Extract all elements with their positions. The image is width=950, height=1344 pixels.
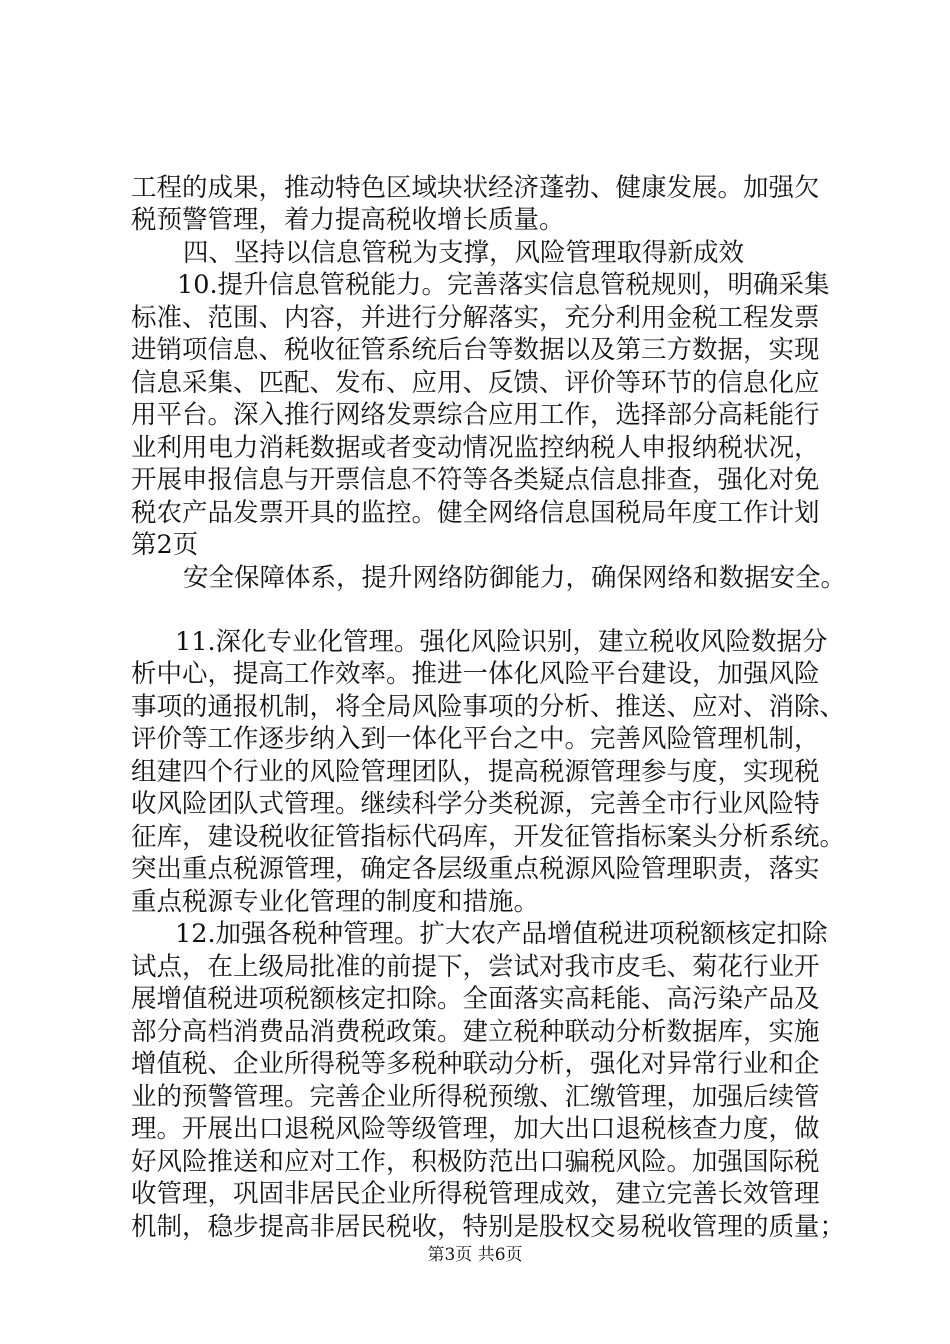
text-line: 事项的通报机制，将全局风险事项的分析、推送、应对、消除、 xyxy=(131,692,846,722)
section-heading: 四、坚持以信息管税为支撑，风险管理取得新成效 xyxy=(183,238,745,268)
text-line: 组建四个行业的风险管理团队，提高税源管理参与度，实现税 xyxy=(131,757,820,787)
text-line: 析中心，提高工作效率。推进一体化风险平台建设，加强风险 xyxy=(131,659,820,689)
text-line: 信息采集、匹配、发布、应用、反馈、评价等环节的信息化应 xyxy=(131,368,820,398)
text-line: 试点，在上级局批准的前提下，尝试对我市皮毛、菊花行业开 xyxy=(131,952,820,982)
text-line: 理。开展出口退税风险等级管理，加大出口退税核查力度，做 xyxy=(131,1114,820,1144)
text-line: 税预警管理，着力提高税收增长质量。 xyxy=(131,205,565,235)
text-line: 业利用电力消耗数据或者变动情况监控纳税人申报纳税状况， xyxy=(131,433,820,463)
text-line: 机制，稳步提高非居民税收，特别是股权交易税收管理的质量； xyxy=(131,1212,846,1242)
text-line: 工程的成果，推动特色区域块状经济蓬勃、健康发展。加强欠 xyxy=(131,173,820,203)
text-line: 用平台。深入推行网络发票综合应用工作，选择部分高耗能行 xyxy=(131,400,820,430)
text-line: 标准、范围、内容，并进行分解落实，充分利用金税工程发票 xyxy=(131,303,820,333)
text-line: 10.提升信息管税能力。完善落实信息管税规则，明确采集 xyxy=(177,270,830,300)
text-line: 进销项信息、税收征管系统后台等数据以及第三方数据，实现 xyxy=(131,335,820,365)
text-line: 重点税源专业化管理的制度和措施。 xyxy=(131,887,540,917)
page-footer: 第3页 共6页 xyxy=(427,1245,523,1265)
text-line: 税农产品发票开具的监控。健全网络信息国税局年度工作计划 xyxy=(131,498,820,528)
text-line: 评价等工作逐步纳入到一体化平台之中。完善风险管理机制， xyxy=(131,724,820,754)
text-line: 突出重点税源管理，确定各层级重点税源风险管理职责，落实 xyxy=(131,854,820,884)
text-line: 11.深化专业化管理。强化风险识别，建立税收风险数据分 xyxy=(175,627,828,657)
text-line: 安全保障体系，提升网络防御能力，确保网络和数据安全。 xyxy=(183,563,847,593)
text-line: 部分高档消费品消费税政策。建立税种联动分析数据库，实施 xyxy=(131,1017,820,1047)
text-line: 征库，建设税收征管指标代码库，开发征管指标案头分析系统。 xyxy=(131,822,846,852)
text-line: 业的预警管理。完善企业所得税预缴、汇缴管理，加强后续管 xyxy=(131,1082,820,1112)
page-marker: 第2页 xyxy=(131,530,199,560)
text-line: 收管理，巩固非居民企业所得税管理成效，建立完善长效管理 xyxy=(131,1179,820,1209)
text-line: 增值税、企业所得税等多税种联动分析，强化对异常行业和企 xyxy=(131,1049,820,1079)
text-line: 好风险推送和应对工作，积极防范出口骗税风险。加强国际税 xyxy=(131,1147,820,1177)
text-line: 12.加强各税种管理。扩大农产品增值税进项税额核定扣除 xyxy=(175,919,828,949)
text-line: 展增值税进项税额核定扣除。全面落实高耗能、高污染产品及 xyxy=(131,984,820,1014)
text-line: 开展申报信息与开票信息不符等各类疑点信息排查，强化对免 xyxy=(131,465,820,495)
text-line: 收风险团队式管理。继续科学分类税源，完善全市行业风险特 xyxy=(131,789,820,819)
